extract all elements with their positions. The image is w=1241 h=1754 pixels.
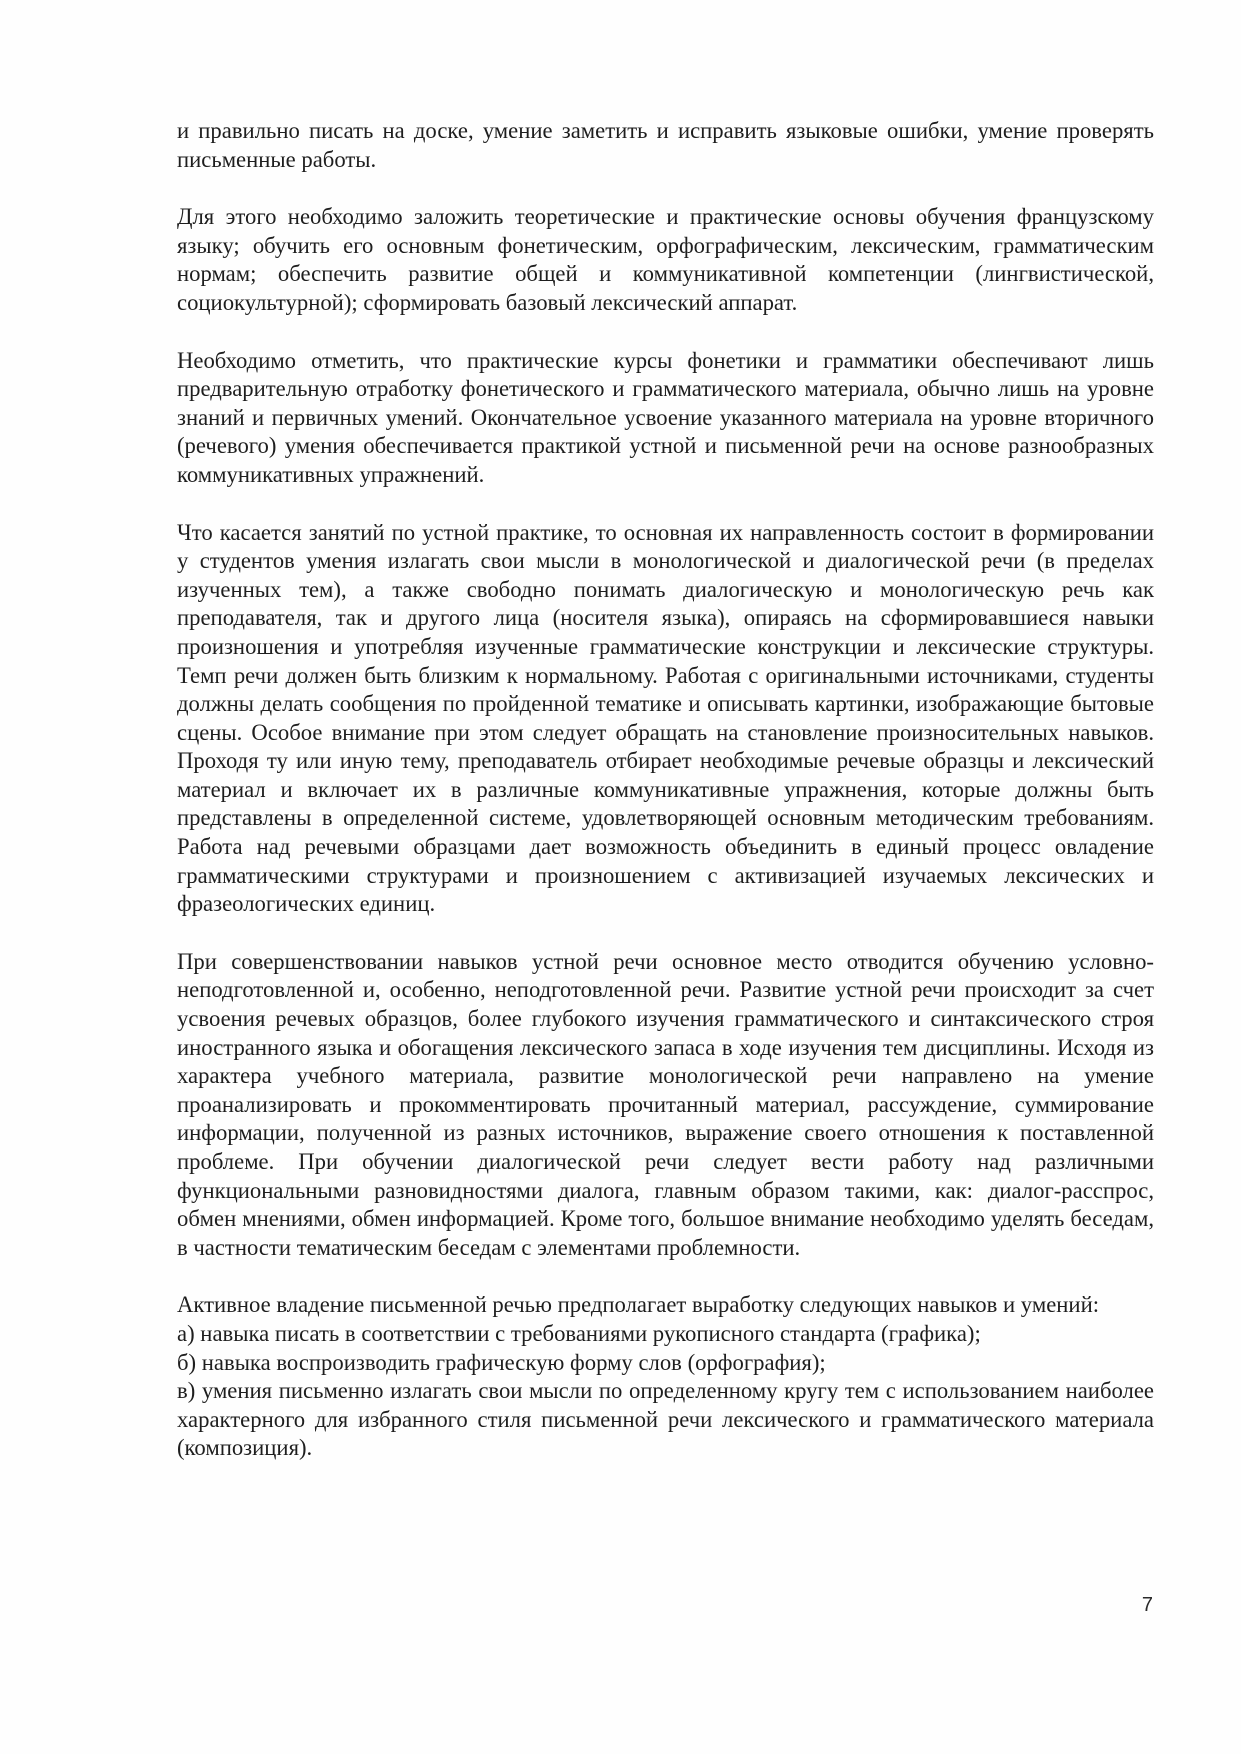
list-item-graphics: а) навыка писать в соответствии с требованиями рукописного стандарта (графика); [177,1320,981,1346]
paragraph-written-speech: Активное владение письменной речью предполагает выработку следующих навыков и умений: [177,1292,1100,1318]
paragraph-writing-on-board: и правильно писать на доске, умение заметить и исправить языковые ошибки, умение проверять письменные работы. [177,118,1154,172]
page-number: 7 [1141,1594,1153,1616]
list-item-composition: в) умения письменно излагать свои мысли по определенному кругу тем с использованием наиболее характерного для избранного стиля письменной речи лексического и грамматического материала (композиция). [177,1378,1154,1461]
paragraph-oral-skills: При совершенствовании навыков устной речи основное место отводится обучению условно-неподготовленной и, особенно, неподготовленной речи. Развитие устной речи происходит за счет усвоения речевых образцов, более глубокого изучения грамматического и синтаксического строя иностранного языка и обогащения лексического запаса в ходе изучения тем дисциплины. Исходя из характера учебного материала, развитие монологической речи направлено на умение проанализировать и прокомментировать прочитанный материал, рассуждение, суммирование информации, полученной из разных источников, выражение своего отношения к поставленной проблеме. При обучении диалогической речи следует вести работу над различными функциональными разновидностями диалога, главным образом такими, как: диалог-расспрос, обмен мнениями, обмен информацией. Кроме того, большое внимание необходимо уделять беседам, в частности тематическим беседам с элементами проблемности. [177,948,1154,1260]
paragraph-foundations: Для этого необходимо заложить теоретические и практические основы обучения французскому языку; обучить его основным фонетическим, орфографическим, лексическим, грамматическим нормам; обеспечить развитие общей и коммуникативной компетенции (лингвистической, социокультурной); сформировать базовый лексический аппарат. [177,204,1154,315]
list-item-orthography: б) навыка воспроизводить графическую форму слов (орфография); [177,1349,826,1375]
paragraph-oral-practice: Что касается занятий по устной практике, то основная их направленность состоит в формировании у студентов умения излагать свои мысли в монологической и диалогической речи (в пределах изученных тем), а также свободно понимать диалогическую и монологическую речь как преподавателя, так и другого лица (носителя языка), опираясь на сформировавшиеся навыки произношения и употребляя изученные грамматические конструкции и лексические структуры. Темп речи должен быть близким к нормальному. Работая с оригинальными источниками, студенты должны делать сообщения по пройденной тематике и описывать картинки, изображающие бытовые сцены. Особое внимание при этом следует обращать на становление произносительных навыков. Проходя ту или иную тему, преподаватель отбирает необходимые речевые образцы и лексический материал и включает их в различные коммуникативные упражнения, которые должны быть представлены в определенной системе, удовлетворяющей основным методическим требованиям. Работа над речевыми образцами дает возможность объединить в единый процесс овладение грамматическими структурами и произношением с активизацией изучаемых лексических и фразеологических единиц. [177,519,1154,917]
paragraph-practical-courses: Необходимо отметить, что практические курсы фонетики и грамматики обеспечивают лишь предварительную отработку фонетического и грамматического материала, обычно лишь на уровне знаний и первичных умений. Окончательное усвоение указанного материала на уровне вторичного (речевого) умения обеспечивается практикой устной и письменной речи на основе разнообразных коммуникативных упражнений. [177,347,1154,487]
page-body [177,117,1154,1463]
